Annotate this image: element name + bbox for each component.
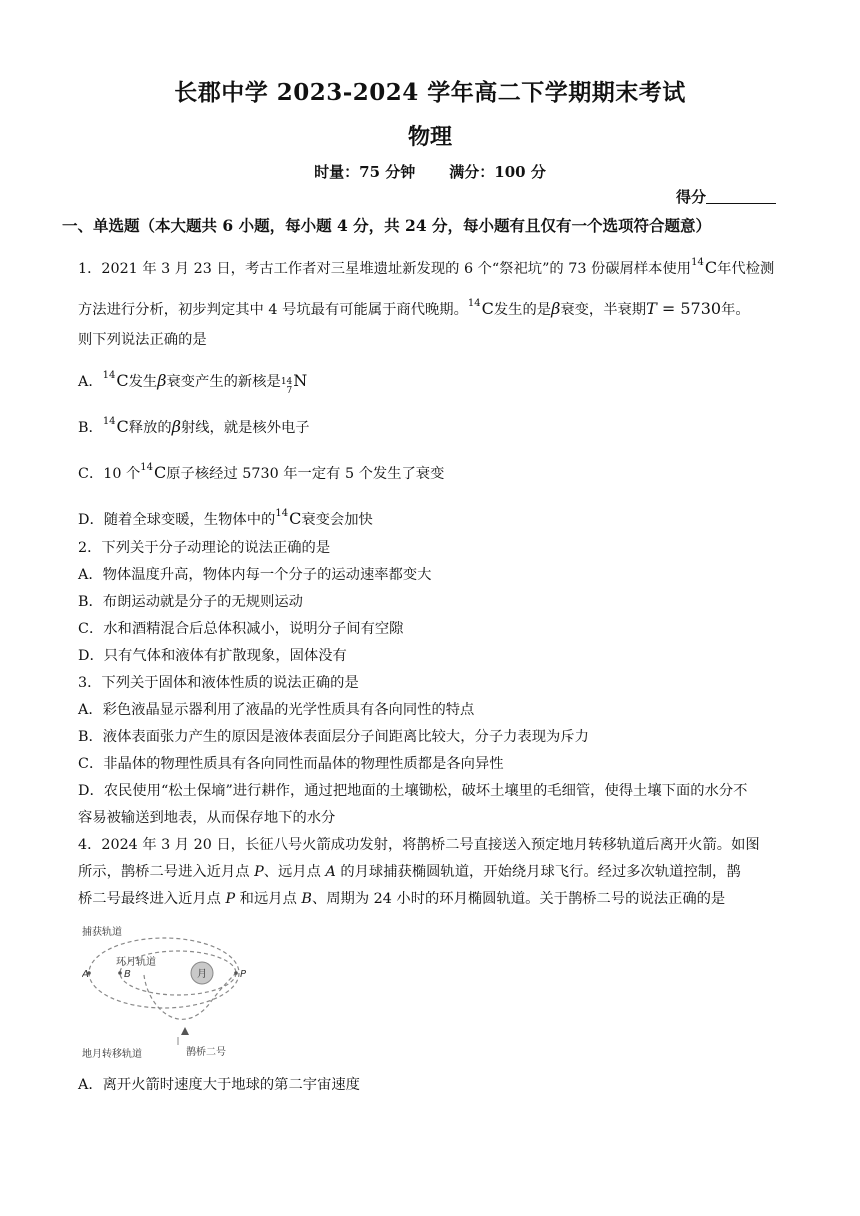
point-p-label: P bbox=[240, 969, 247, 980]
q3-option-a: A．彩色液晶显示器利用了液晶的光学性质具有各向同性的特点 bbox=[78, 702, 475, 718]
q3-stem: 3．下列关于固体和液体性质的说法正确的是 bbox=[78, 675, 359, 691]
orbit-diagram bbox=[82, 921, 252, 1061]
point-p-dot bbox=[234, 971, 238, 975]
point-b-dot bbox=[118, 971, 122, 975]
lunar-orbit-label: 环月轨道 bbox=[116, 957, 156, 968]
q2-stem: 2．下列关于分子动理论的说法正确的是 bbox=[78, 540, 331, 556]
probe-arrow bbox=[181, 1027, 189, 1035]
q4-option-a: A．离开火箭时速度大于地球的第二宇宙速度 bbox=[78, 1077, 360, 1093]
transfer-orbit-label: 地月转移轨道 bbox=[82, 1049, 142, 1060]
q2-option-c: C．水和酒精混合后总体积减小，说明分子间有空隙 bbox=[78, 621, 404, 637]
q3-option-d: D．农民使用“松土保墒”进行耕作，通过把地面的土壤锄松，破坏土壤里的毛细管，使得土壤下面的水分不 bbox=[78, 783, 748, 799]
capture-orbit bbox=[89, 938, 239, 1008]
point-b-label: B bbox=[124, 969, 131, 980]
q1-option-c: C．10 个$^{14}$C原子核经过 5730 年一定有 5 个发生了衰变 bbox=[78, 462, 445, 482]
q1-line3: 则下列说法正确的是 bbox=[78, 332, 207, 348]
q3-option-d-cont: 容易被输送到地表，从而保存地下的水分 bbox=[78, 810, 336, 826]
q1-option-d: D．随着全球变暖，生物体中的$^{14}$C衰变会加快 bbox=[78, 508, 373, 528]
q3-option-c: C．非晶体的物理性质具有各向同性而晶体的物理性质都是各向异性 bbox=[78, 756, 504, 772]
time-limit: 时量：75 分钟 bbox=[314, 163, 416, 181]
q4-line1: 4．2024 年 3 月 20 日，长征八号火箭成功发射，将鹊桥二号直接送入预定地月转移轨道后离开火箭。如图 bbox=[78, 837, 760, 853]
q4-line2: 所示，鹊桥二号进入近月点 P、远月点 A 的月球捕获椭圆轨道，开始绕月球飞行。经过多次轨道控制，鹊 bbox=[78, 864, 741, 880]
q1-option-b: B．$^{14}$C释放的β射线，就是核外电子 bbox=[78, 416, 310, 436]
score-field bbox=[676, 186, 776, 207]
exam-title: 长郡中学 2023-2024 学年高二下学期期末考试 bbox=[174, 79, 686, 106]
orbit-diagram-svg bbox=[82, 921, 252, 1061]
q2-option-b: B．布朗运动就是分子的无规则运动 bbox=[78, 594, 303, 610]
q1-line1: 1．2021 年 3 月 23 日，考古工作者对三星堆遗址新发现的 6 个“祭祀坑”的 73 份碳屑样本使用$^{14}$C年代检测 bbox=[78, 257, 775, 277]
subject-title: 物理 bbox=[407, 124, 452, 150]
q1-option-a: A．$^{14}$C发生β衰变产生的新核是 14 7 N bbox=[78, 370, 308, 396]
score-label: 得分 bbox=[676, 188, 707, 206]
exam-meta bbox=[0, 161, 860, 182]
q4-line3: 桥二号最终进入近月点 P 和远月点 B、周期为 24 小时的环月椭圆轨道。关于鹊桥二号的说法正确的是 bbox=[78, 891, 726, 907]
full-score: 满分：100 分 bbox=[449, 163, 546, 181]
moon-label: 月 bbox=[197, 969, 207, 980]
q1-line2: 方法进行分析，初步判定其中 4 号坑最有可能属于商代晚期。$^{14}$C发生的是β衰变，半衰期T = 5730年。 bbox=[78, 298, 750, 318]
q3-option-b: B．液体表面张力产生的原因是液体表面层分子间距离比较大，分子力表现为斥力 bbox=[78, 729, 589, 745]
probe-label: 鹊桥二号 bbox=[186, 1047, 226, 1058]
point-a-label: A bbox=[82, 969, 89, 980]
score-blank bbox=[706, 189, 776, 204]
nitrogen-nuclide-numbers: 14 7 bbox=[280, 377, 293, 396]
q2-option-a: A．物体温度升高，物体内每一个分子的运动速率都变大 bbox=[78, 567, 432, 583]
capture-orbit-label: 捕获轨道 bbox=[82, 927, 122, 938]
transfer-orbit bbox=[144, 973, 236, 1019]
section-heading: 一、单选题（本大题共 6 小题，每小题 4 分，共 24 分，每小题有且仅有一个选项符合题意） bbox=[62, 216, 712, 235]
q2-option-d: D．只有气体和液体有扩散现象，固体没有 bbox=[78, 648, 347, 664]
